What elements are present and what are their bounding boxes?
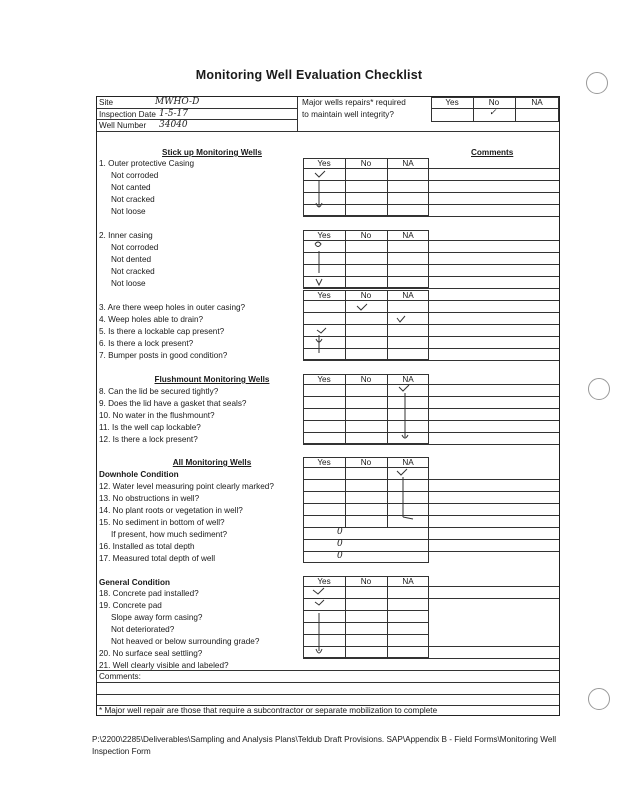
flush-heading: Flushmount Monitoring Wells (154, 375, 270, 384)
comments-label: Comments: (99, 672, 141, 681)
question: 16. Installed as total depth (99, 542, 195, 551)
q3-yes-header: Yes (317, 291, 331, 300)
q3-no-header: No (360, 291, 372, 300)
inner-casing-label: 2. Inner casing (99, 231, 153, 240)
inner-na-header: NA (402, 231, 414, 240)
handwritten-checkmarks (97, 97, 561, 717)
outer-item: Not canted (111, 183, 151, 192)
repairs-na-header: NA (531, 98, 543, 107)
major-repair-note: * Major well repair are those that require a subcontractor or separate mobilization to complete (99, 706, 438, 715)
punch-hole-icon (588, 378, 610, 400)
question: 11. Is the well cap lockable? (99, 423, 201, 432)
installed-depth-value: 0 (337, 539, 343, 549)
question: 5. Is there a lockable cap present? (99, 327, 225, 336)
well-number-label: Well Number (99, 121, 147, 130)
question: 15. No sediment in bottom of well? (99, 518, 225, 527)
question: 7. Bumper posts in good condition? (99, 351, 228, 360)
file-path-footer: P:\2200\2285\Deliverables\Sampling and Analysis Plans\Teldub Draft Provisions. SAP\Appendix B - Field Forms\Monitoring Well Inspection Form (92, 735, 557, 756)
inner-item: Not dented (111, 255, 152, 264)
inspection-date-value: 1-5-17 (159, 109, 188, 119)
q3-na-header: NA (402, 291, 414, 300)
question: 10. No water in the flushmount? (99, 411, 215, 420)
all-na-header: NA (402, 458, 414, 467)
site-label: Site (99, 98, 114, 107)
repairs-yes-header: Yes (445, 98, 459, 107)
outer-item: Not loose (111, 207, 146, 216)
repairs-question-line1: Major wells repairs* required (302, 98, 406, 107)
inner-item: Not cracked (111, 267, 155, 276)
question: 12. Is there a lock present? (99, 435, 198, 444)
question: 14. No plant roots or vegetation in well? (99, 506, 243, 515)
outer-item: Not cracked (111, 195, 155, 204)
question: 19. Concrete pad (99, 601, 162, 610)
sediment-value: 0 (337, 527, 343, 537)
general-na-header: NA (402, 577, 414, 586)
punch-hole-icon (586, 72, 608, 94)
question: 6. Is there a lock present? (99, 339, 194, 348)
downhole-subheading: Downhole Condition (99, 470, 179, 479)
question: 8. Can the lid be secured tightly? (99, 387, 219, 396)
repairs-no-mark: ✓ (489, 108, 497, 118)
outer-yes-header: Yes (317, 159, 331, 168)
well-number-value: 34040 (159, 120, 188, 130)
general-subheading: General Condition (99, 578, 170, 587)
question: 4. Weep holes able to drain? (99, 315, 204, 324)
checklist-form (96, 96, 560, 716)
question: 13. No obstructions in well? (99, 494, 200, 503)
outer-no-header: No (360, 159, 372, 168)
outer-casing-label: 1. Outer protective Casing (99, 159, 195, 168)
general-yes-header: Yes (317, 577, 331, 586)
inner-item: Not corroded (111, 243, 159, 252)
question: 18. Concrete pad installed? (99, 589, 199, 598)
inner-item: Not loose (111, 279, 146, 288)
page-title: Monitoring Well Evaluation Checklist (195, 68, 423, 82)
question: 21. Well clearly visible and labeled? (99, 661, 229, 670)
inspection-date-label: Inspection Date (99, 110, 156, 119)
punch-hole-icon (588, 688, 610, 710)
all-yes-header: Yes (317, 458, 331, 467)
inner-no-header: No (360, 231, 372, 240)
site-value: MWHO-D (155, 97, 200, 107)
flush-yes-header: Yes (317, 375, 331, 384)
question: Slope away form casing? (111, 613, 203, 622)
comments-heading: Comments (471, 148, 514, 157)
measured-depth-value: 0 (337, 551, 343, 561)
question: Not deteriorated? (111, 625, 175, 634)
question: 20. No surface seal settling? (99, 649, 203, 658)
outer-na-header: NA (402, 159, 414, 168)
stickup-heading: Stick up Monitoring Wells (162, 148, 262, 157)
question: Not heaved or below surrounding grade? (111, 637, 260, 646)
question: 12. Water level measuring point clearly marked? (99, 482, 274, 491)
outer-item: Not corroded (111, 171, 159, 180)
flush-no-header: No (360, 375, 372, 384)
question: 17. Measured total depth of well (99, 554, 216, 563)
all-no-header: No (360, 458, 372, 467)
flush-na-header: NA (402, 375, 414, 384)
inner-yes-header: Yes (317, 231, 331, 240)
question: 9. Does the lid have a gasket that seals? (99, 399, 247, 408)
repairs-no-header: No (488, 98, 500, 107)
question: 3. Are there weep holes in outer casing? (99, 303, 246, 312)
all-wells-heading: All Monitoring Wells (172, 458, 252, 467)
general-no-header: No (360, 577, 372, 586)
question: If present, how much sediment? (111, 530, 228, 539)
repairs-question-line2: to maintain well integrity? (302, 110, 394, 119)
